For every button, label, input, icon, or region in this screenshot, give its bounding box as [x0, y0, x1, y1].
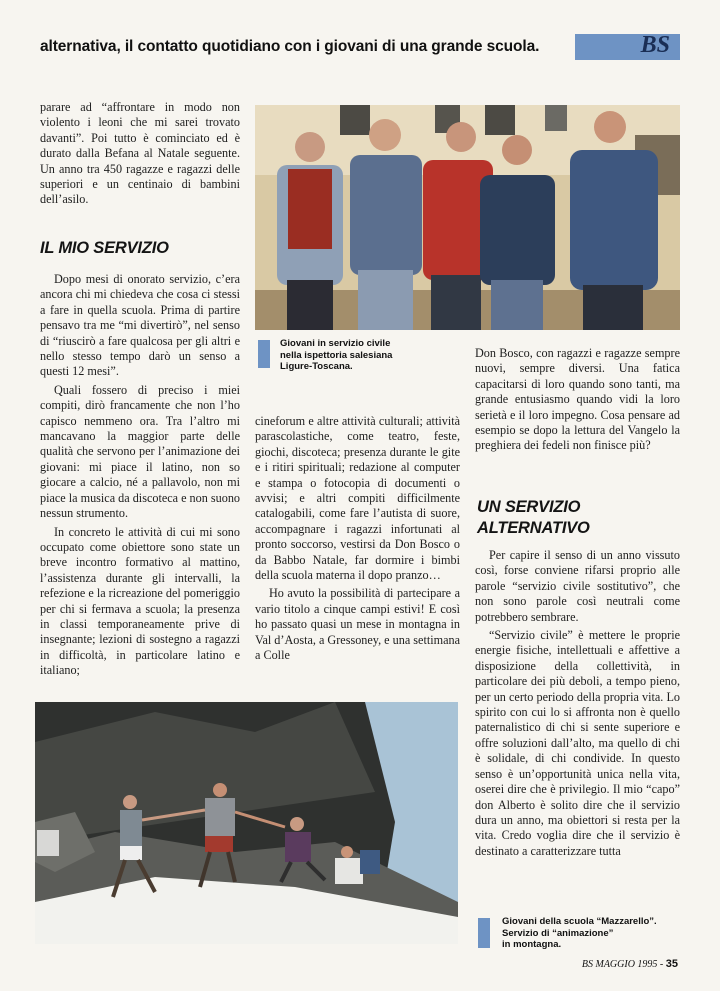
caption-line: nella ispettoria salesiana [280, 349, 393, 361]
column-2-body [255, 414, 460, 667]
column-1-body [40, 272, 240, 682]
paragraph: Per capire il senso di un anno vissuto così, forse conviene rifarsi proprio alle parole “servizio civile sostitutivo”, che non sono parole così neutrali come potrebbero sembrare. [475, 548, 680, 624]
section-title-line: UN SERVIZIO [477, 498, 581, 516]
group-photo-illustration [255, 105, 680, 330]
column-3-body [475, 548, 680, 862]
caption-line: Ligure-Toscana. [280, 361, 353, 372]
page-headline: alternativa, il contatto quotidiano con i giovani di una grande scuola. [40, 38, 540, 55]
photo-caption-1 [280, 338, 470, 373]
footer-issue: BS MAGGIO 1995 - [581, 959, 664, 970]
caption-line: Giovani della scuola “Mazzarello”. [502, 916, 657, 927]
section-title-line: ALTERNATIVO [477, 519, 590, 537]
caption-bar [258, 340, 270, 368]
caption-bar [478, 918, 490, 948]
paragraph: parare ad “affrontare in modo non violento i leoni che mi sarei trovato davanti”. Poi tutto è cominciato ed è durato dalla Befana al Natale seguente. Un anno tra 450 ragazze e ragazzi delle superiori e un centinaio di bambini dell’asilo. [40, 100, 240, 207]
mountain-photo-illustration [35, 702, 458, 944]
paragraph: “Servizio civile” è mettere le proprie energie fisiche, intellettuali e affettive a disposizione della collettività, in particolare dei più deboli, a tempo pieno, per un certo periodo della propria vita. Lo spirito con cui lo si affronta non è quello paternalistico di chi si sente superiore e offre soluzioni dall’alto, ma quello di chi è solidale, di chi condivide. In questo senso è un’opportunità unica nella vita, oserei dire che è privilegio. Il mio “capo” don Alberto è solito dire che il servizio dura un anno, ma obiettori si resta per la vita. Credo voglia dire che il servizio è destinato a caratterizzare tutta [475, 628, 680, 858]
photo-caption-2 [502, 916, 692, 951]
paragraph: Dopo mesi di onorato servizio, c’era ancora chi mi chiedeva che cosa ci stessi a fare in quella scuola. Prima di partire pensavo tra me “mi divertirò”, nel senso di “riuscirò a fare qualcosa per gli altri e nello stesso tempo darò un senso a questi 12 mesi”. [40, 272, 240, 379]
caption-line: in montagna. [502, 939, 562, 950]
paragraph: In concreto le attività di cui mi sono occupato come obiettore sono state un breve incontro formativo al mattino, l’assistenza durante gli intervalli, la refezione e la ricreazione del pomeriggio per chi si fermava a scuola; la presenza in classi temporaneamente prive di insegnante; lezioni di sostegno a ragazzi in difficoltà, in particolare latino e italiano; [40, 524, 240, 678]
caption-line: Giovani in servizio civile [280, 338, 391, 349]
column-3-intro [475, 346, 680, 457]
bs-badge [575, 34, 680, 60]
section-title-il-mio-servizio: IL MIO SERVIZIO [40, 239, 169, 257]
mountain-photo [35, 702, 458, 944]
paragraph: Ho avuto la possibilità di partecipare a vario titolo a cinque campi estivi! E così ho passato quasi un mese in montagna in Val d’Aosta, a Gressoney, e una settimana a Colle [255, 586, 460, 663]
paragraph: cineforum e altre attività culturali; attività parascolastiche, come teatro, feste, giochi, discoteca; presenza durante le gite e i ritiri spirituali; redazione al computer e stampa o fotocopia di documenti o avvisi; e altri compiti difficilmente catalogabili, come fare l’autista di suore, accompagnare i ragazzi infortunati al pronto soccorso, vestirsi da Don Bosco o da Babbo Natale, far dormire i bimbi della scuola materna il dopo pranzo… [255, 414, 460, 583]
page-number: 35 [665, 958, 678, 970]
bs-logo: BS [640, 32, 670, 58]
caption-line: Servizio di “animazione” [502, 927, 614, 939]
column-1-intro [40, 100, 240, 211]
group-photo [255, 105, 680, 330]
page-footer [582, 958, 678, 970]
paragraph: Quali fossero di preciso i miei compiti, dirò francamente che non l’ho capisco nemmeno ora. Tra l’altro mi mancavano la maggior parte delle qualità che servono per l’animazione dei giovani: mi piace il latino, non so giocare a calcio, né a pallavolo, non mi piace la musica da discoteca e non suono nessun strumento. [40, 382, 241, 521]
section-title-un-servizio-alternativo [477, 497, 677, 539]
paragraph: Don Bosco, con ragazzi e ragazze sempre nuovi, sempre diversi. Una fatica capacitarsi di loro quando sono tanti, ma grande entusiasmo quando vidi la loro serietà e il loro impegno. Cosa pensare ad esempio se dopo la lettura del Vangelo la preghiera dei fedeli non finisce più? [475, 346, 680, 453]
